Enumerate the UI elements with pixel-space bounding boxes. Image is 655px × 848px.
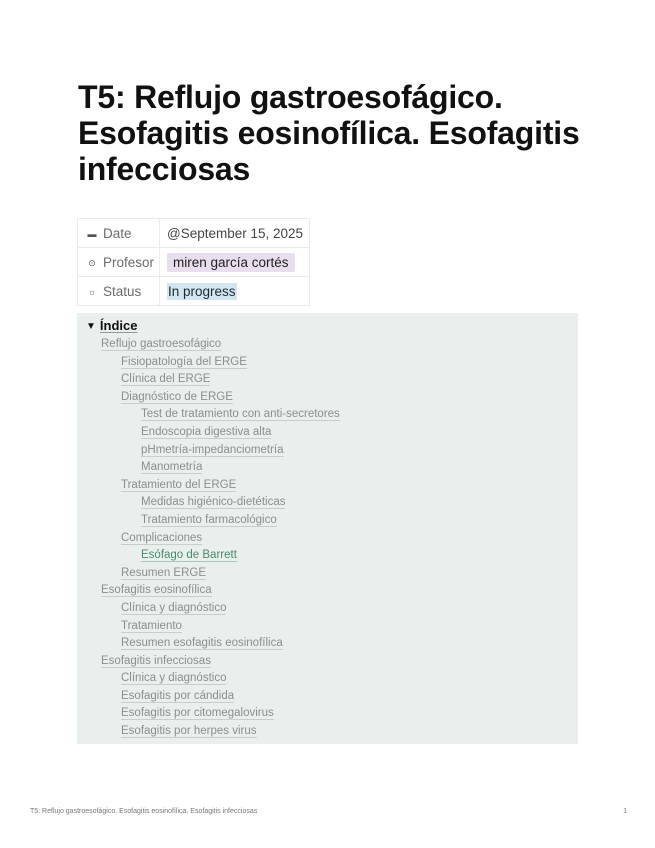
toc-link[interactable]: pHmetría-impedanciometría	[141, 443, 284, 456]
person-icon: ⊙	[88, 257, 96, 268]
property-label: Date	[103, 225, 132, 241]
person-tag[interactable]: miren garcía cortés	[167, 253, 295, 272]
toc-link[interactable]: Esofagitis eosinofílica	[101, 584, 212, 597]
date-value[interactable]: @September 15, 2025	[167, 225, 304, 241]
toc-link[interactable]: Tratamiento farmacológico	[141, 513, 277, 526]
toc-link[interactable]: Fisiopatología del ERGE	[121, 355, 247, 368]
toc-item	[86, 582, 578, 600]
toc-item	[86, 389, 578, 407]
toc-item	[86, 424, 578, 442]
toc-item	[86, 723, 578, 741]
property-key-profesor	[78, 248, 160, 277]
toc-item	[86, 688, 578, 706]
property-row-profesor	[78, 248, 310, 277]
toc-link[interactable]: Esofagitis por herpes virus	[121, 725, 257, 738]
toc-link[interactable]: Complicaciones	[121, 531, 203, 544]
footer-title: T5: Reflujo gastroesofágico. Esofagitis eosinofílica. Esofagitis infecciosas	[30, 808, 258, 815]
toc-link[interactable]: Test de tratamiento con anti-secretores	[141, 408, 340, 421]
toggle-header[interactable]	[86, 316, 578, 336]
property-key-status	[78, 277, 160, 306]
toc-item	[86, 371, 578, 389]
toc-link[interactable]: Endoscopia digestiva alta	[141, 425, 272, 438]
calendar-icon: ▬	[87, 228, 97, 239]
toc-item	[86, 354, 578, 372]
toc-link[interactable]: Resumen esofagitis eosinofílica	[121, 637, 283, 650]
status-badge[interactable]: In progress	[168, 283, 236, 299]
property-row-status	[78, 277, 310, 306]
toc-link[interactable]: Esofagitis por citomegalovirus	[121, 707, 274, 720]
toc-item	[86, 653, 578, 671]
property-label: Status	[103, 283, 142, 299]
toc-link[interactable]: Resumen ERGE	[121, 566, 207, 579]
toc-link[interactable]: Esofagitis infecciosas	[101, 654, 211, 667]
toc-link[interactable]: Esófago de Barrett	[141, 549, 237, 562]
toc-link[interactable]: Medidas higiénico-dietéticas	[141, 496, 286, 509]
toc-item	[86, 670, 578, 688]
toc-item	[86, 530, 578, 548]
toc-item	[86, 565, 578, 583]
toc-item	[86, 600, 578, 618]
toc-link[interactable]: Tratamiento del ERGE	[121, 478, 237, 491]
toc-link[interactable]: Esofagitis por cándida	[121, 689, 235, 702]
toc-item	[86, 705, 578, 723]
toc-link[interactable]: Reflujo gastroesofágico	[101, 338, 222, 350]
toc-item	[86, 406, 578, 424]
toc-item	[86, 442, 578, 460]
toc-item	[86, 512, 578, 530]
property-key-date	[78, 219, 160, 248]
table-of-contents	[86, 336, 578, 741]
toc-item	[86, 494, 578, 512]
toc-toggle-block	[77, 313, 578, 744]
toc-item	[86, 635, 578, 653]
toggle-title[interactable]: Índice	[99, 318, 138, 333]
property-label: Profesor	[103, 254, 155, 270]
toc-link[interactable]: Clínica y diagnóstico	[121, 601, 227, 614]
property-value-date[interactable]	[160, 219, 310, 248]
toggle-arrow-icon[interactable]: ▼	[86, 321, 96, 332]
status-icon: ☼	[87, 286, 97, 297]
toc-link[interactable]: Clínica y diagnóstico	[121, 672, 227, 685]
toc-link[interactable]: Tratamiento	[121, 619, 182, 632]
page-title: T5: Reflujo gastroesofágico. Esofagitis eosinofílica. Esofagitis infecciosas	[78, 79, 580, 187]
toc-item	[86, 459, 578, 477]
property-row-date	[78, 219, 310, 248]
toc-item	[86, 547, 578, 565]
toc-link[interactable]: Manometría	[141, 461, 203, 474]
properties-table	[77, 218, 310, 306]
toc-link[interactable]: Clínica del ERGE	[121, 373, 211, 386]
property-value-status[interactable]	[160, 277, 310, 306]
toc-item	[86, 477, 578, 495]
toc-link[interactable]: Diagnóstico de ERGE	[121, 390, 233, 403]
toc-item	[86, 336, 578, 354]
property-value-profesor[interactable]	[160, 248, 310, 277]
toc-item	[86, 618, 578, 636]
page-number: 1	[623, 808, 627, 815]
